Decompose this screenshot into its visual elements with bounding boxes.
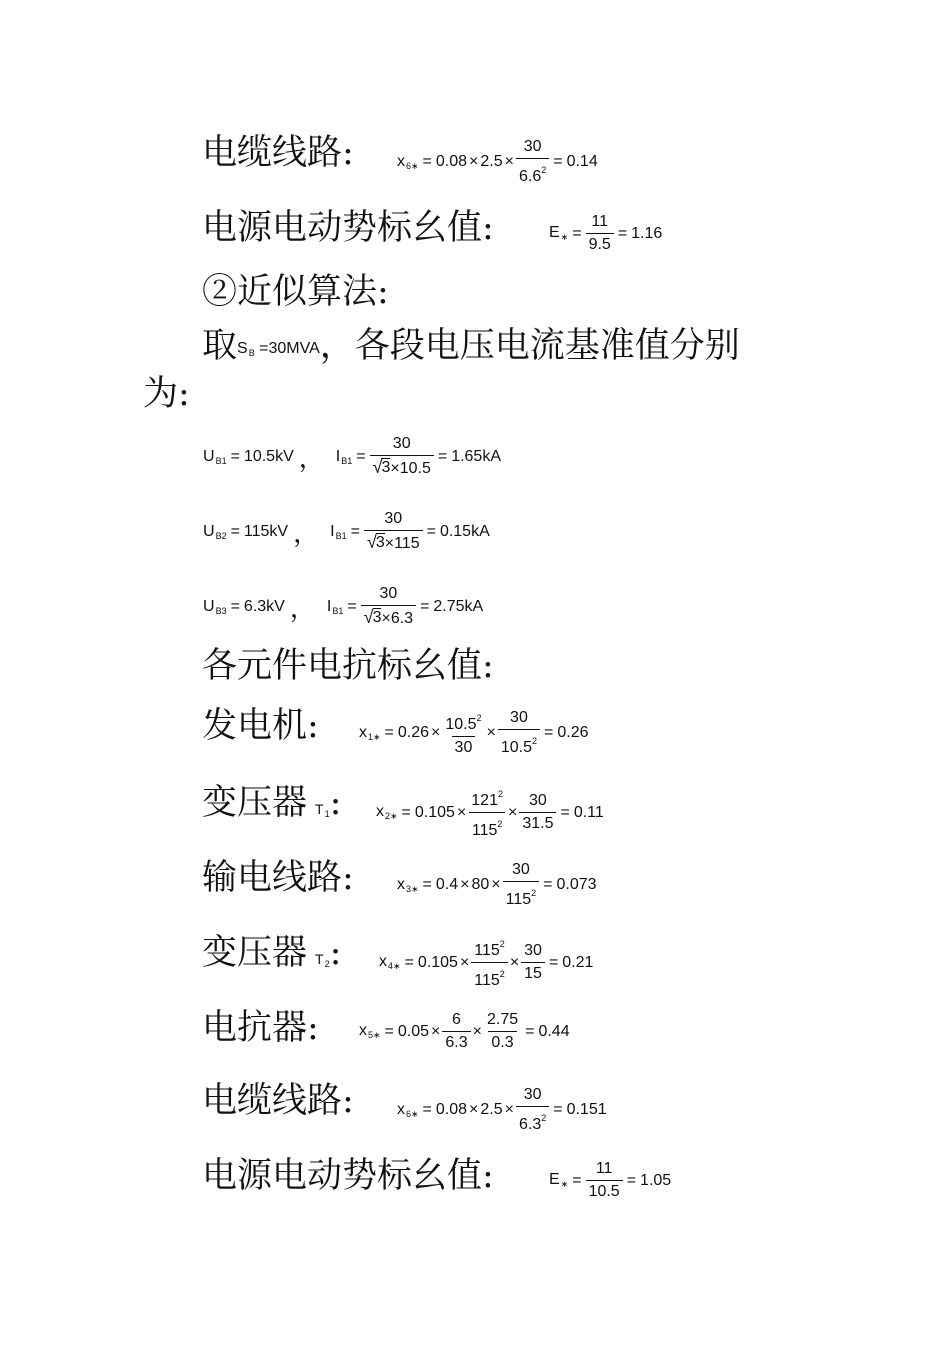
approx-intro-wrap: 为: [143,374,190,414]
cable-line-label: 电缆线路: [202,133,354,173]
var: $x_{6∗}$ [397,152,419,171]
transmission-line-equation: $x_{3∗}$ = 0.4 × 80 × $\frac{30}{115^2}$ = 0.073 [397,861,597,908]
emf-label: 电源电动势标幺值: [202,208,494,248]
generator-label: 发电机: [202,706,319,746]
var: $E_∗$ [549,224,569,242]
transformer-t1-equation: $x_{2∗}$ = 0.105 × $\frac{121^2}{115^2}$ × $\frac{30}{31.5}$ = 0.11 [376,789,604,839]
cable-line-equation-exact: $x_{6∗}$ = 0.08 × 2.5 × $\frac{30}{6.6^2}$ = 0.14 [397,138,598,185]
reactance-heading: 各元件电抗标幺值: [202,646,494,686]
emf-equation-approx: $E_∗$ = $\frac{11}{10.5}$ = 1.05 [549,1160,672,1200]
emf-label: 电源电动势标幺值: [202,1156,494,1196]
transmission-line-label: 输电线路: [202,858,354,898]
generator-equation: $x_{1∗}$ = 0.26 × $\frac{10.5^2}{30}$ × $\frac{30}{10.5^2}$ = 0.26 [359,709,589,756]
transformer-t2-equation: $x_{4∗}$ = 0.105 × $\frac{115^2}{115^2}$ × $\frac{30}{15}$ = 0.21 [379,939,594,989]
base-value-row: $U_{B3}$ = 6.3kV ， $I_{B1}$ = 30 √ 3 ×6.3 = 2.75kA [203,585,484,627]
base-value-row: $U_{B2}$ = 115kV ， $I_{B1}$ = 30 √ 3 ×115 = 0.15kA [203,510,490,552]
fraction: $\frac{11}{9.5}$ [586,213,614,254]
emf-equation-exact: $E_∗$ = $\frac{11}{9.5}$ = 1.16 [549,213,663,253]
sb-equation: $S_B =30MVA$ [237,340,320,358]
fraction: $\frac{30}{6.6^2}$ [516,138,549,186]
transformer-t1-label: 变压器 $T_1$: [202,783,342,823]
reactor-equation: $x_{5∗}$ = 0.05 × $\frac{6}{6.3}$ × $\frac{2.75}{0.3}$ = 0.44 [359,1011,570,1051]
approx-heading: ②近似算法: [202,272,389,312]
base-value-row: $U_{B1}$ = 10.5kV ， $I_{B1}$ = 30 √ 3 ×10.5 = 1.65kA [203,435,501,477]
transformer-t2-label: 变压器 $T_2$: [202,933,342,973]
cable-line-label: 电缆线路: [202,1081,354,1121]
cable-line-equation-approx: $x_{6∗}$ = 0.08 × 2.5 × $\frac{30}{6.3^2}$ = 0.151 [397,1086,607,1133]
approx-intro: 取$S_B =30MVA$，各段电压电流基准值分别 [202,326,740,366]
reactor-label: 电抗器: [202,1008,319,1048]
